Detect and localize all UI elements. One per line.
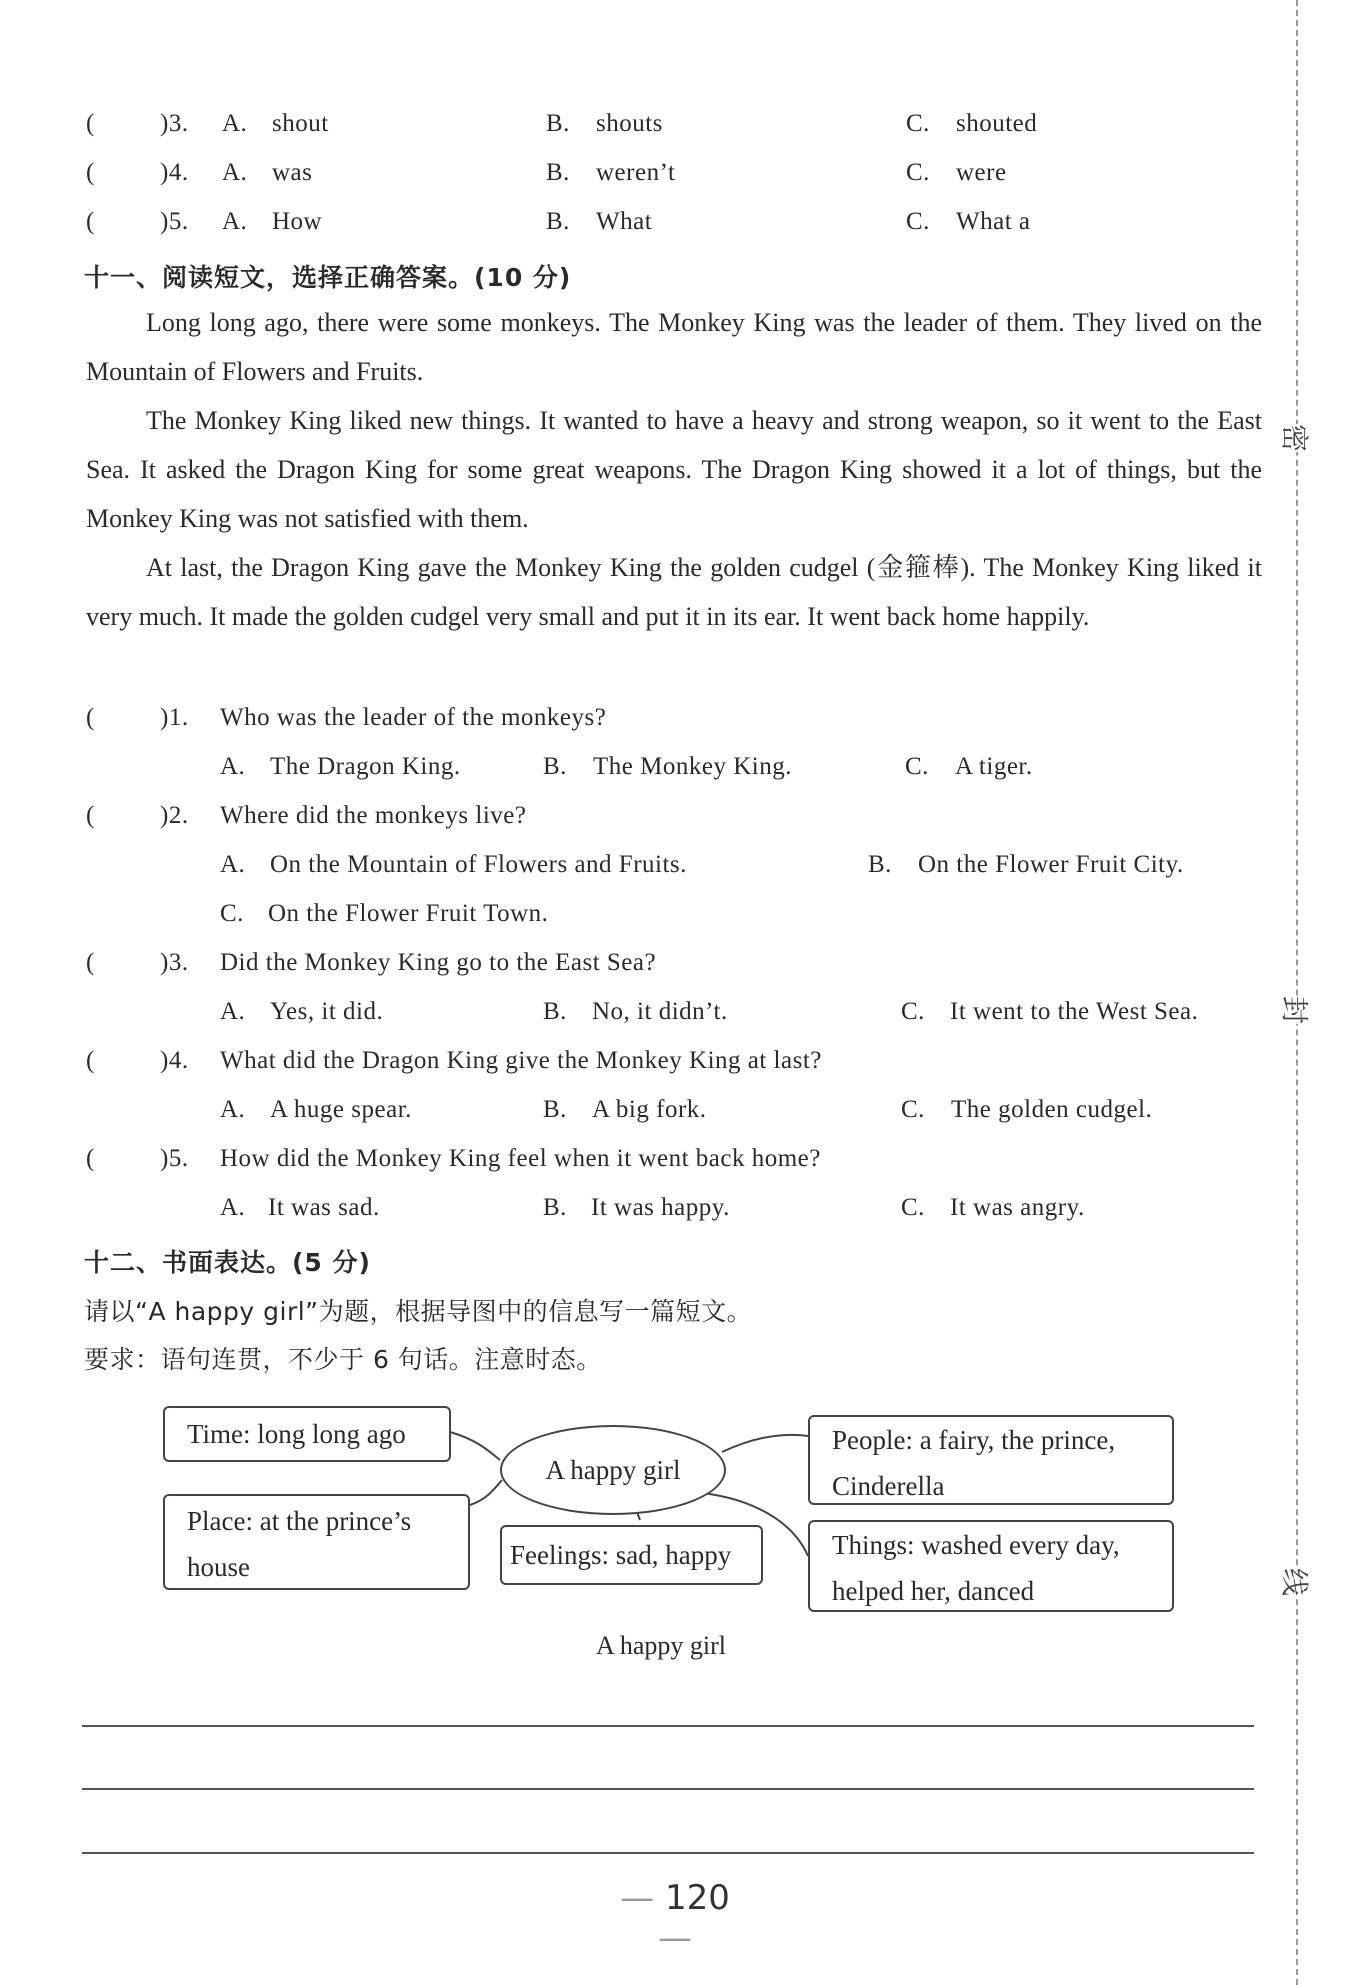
question-text: Who was the leader of the monkeys?: [220, 704, 607, 731]
passage-paragraph: The Monkey King liked new things. It wanted to have a heavy and strong weapon, so it went to the East Sea. It asked the Dragon King for some great weapons. The Dragon King showed it a lot of things, but the Monkey King was not satisfied with them.: [86, 406, 1262, 533]
option-text: It went to the West Sea.: [950, 998, 1199, 1025]
answer-paren: (: [86, 1047, 95, 1074]
mindmap-center: A happy girl: [545, 1454, 681, 1485]
option-text: On the Flower Fruit Town.: [268, 900, 549, 927]
option-text: was: [272, 159, 313, 186]
mindmap-place-box: [163, 1494, 470, 1590]
answer-paren: (: [86, 1145, 95, 1172]
option-text: How: [272, 208, 323, 235]
option-text: Yes, it did.: [270, 998, 384, 1025]
option-text: shouts: [596, 110, 663, 137]
option-letter: C.: [901, 998, 925, 1025]
option-letter: B.: [543, 1096, 567, 1123]
mindmap-time-box: [163, 1406, 451, 1462]
question-number: )1.: [160, 704, 189, 731]
option-letter: C.: [901, 1096, 925, 1123]
option-letter: A.: [222, 110, 248, 137]
option-text: shout: [272, 110, 329, 137]
seal-mark-feng: 封: [1270, 996, 1322, 1024]
mindmap-things-line1: Things: washed every day,: [832, 1530, 1120, 1560]
option-text: On the Flower Fruit City.: [918, 851, 1184, 878]
mindmap-people-line2: Cinderella: [832, 1471, 945, 1501]
option-text: The golden cudgel.: [951, 1096, 1153, 1123]
question-number: )5.: [160, 1145, 189, 1172]
option-letter: A.: [222, 159, 248, 186]
mindmap-time: Time: long long ago: [187, 1419, 406, 1449]
option-letter: B.: [546, 208, 570, 235]
answer-paren: (: [86, 159, 95, 186]
option-text: A tiger.: [955, 753, 1033, 780]
option-letter: B.: [546, 110, 570, 137]
option-text: It was angry.: [950, 1194, 1085, 1221]
option-text: On the Mountain of Flowers and Fruits.: [270, 851, 687, 878]
answer-paren: (: [86, 704, 95, 731]
option-text: weren’t: [596, 159, 676, 186]
option-letter: A.: [220, 1096, 246, 1123]
page-number: [600, 1878, 750, 1958]
question-text: What did the Dragon King give the Monkey King at last?: [220, 1047, 822, 1074]
seal-mark-mi: 密: [1270, 424, 1322, 452]
question-text: Where did the monkeys live?: [220, 802, 527, 829]
writing-line[interactable]: [82, 1852, 1254, 1854]
answer-paren: (: [86, 949, 95, 976]
option-text: What a: [956, 208, 1031, 235]
page-number-dash-left: —: [620, 1878, 655, 1918]
option-text: What: [596, 208, 653, 235]
option-text: were: [956, 159, 1007, 186]
option-letter: C.: [220, 900, 244, 927]
section-11-title: 十一、阅读短文，选择正确答案。(10 分): [84, 263, 572, 292]
option-text: The Dragon King.: [270, 753, 461, 780]
passage-paragraph: Long long ago, there were some monkeys. The Monkey King was the leader of them. They lived on the Mountain of Flowers and Fruits.: [86, 308, 1262, 386]
option-text: A huge spear.: [270, 1096, 412, 1123]
writing-line[interactable]: [82, 1788, 1254, 1790]
mindmap-people-box: [808, 1415, 1174, 1505]
mindmap-things-line2: helped her, danced: [832, 1576, 1035, 1606]
option-letter: B.: [868, 851, 892, 878]
option-letter: A.: [220, 851, 246, 878]
option-text: It was happy.: [591, 1194, 730, 1221]
mindmap-place-line2: house: [187, 1552, 250, 1582]
option-letter: C.: [906, 208, 930, 235]
mindmap-feelings-box: [500, 1525, 763, 1585]
option-letter: C.: [906, 110, 930, 137]
writing-line[interactable]: [82, 1725, 1254, 1727]
mindmap-center-ellipse: [500, 1425, 726, 1515]
mindmap-people-line1: People: a fairy, the prince,: [832, 1425, 1116, 1455]
question-number: )2.: [160, 802, 189, 829]
mindmap-place-line1: Place: at the prince’s: [187, 1506, 412, 1536]
option-letter: B.: [543, 998, 567, 1025]
passage-paragraph: At last, the Dragon King gave the Monkey King the golden cudgel (金箍棒). The Monkey King liked it very much. It made the golden cudgel very small and put it in its ear. It went back home happily.: [86, 553, 1262, 631]
essay-title: A happy girl: [596, 1631, 726, 1660]
page-number-value: 120: [664, 1878, 730, 1918]
option-text: No, it didn’t.: [592, 998, 728, 1025]
answer-paren: (: [86, 208, 95, 235]
option-letter: C.: [906, 159, 930, 186]
mindmap-things-box: [808, 1520, 1174, 1612]
option-letter: A.: [220, 1194, 246, 1221]
question-number: )3.: [160, 110, 189, 137]
writing-instruction: 请以“A happy girl”为题，根据导图中的信息写一篇短文。: [84, 1297, 753, 1326]
option-text: A big fork.: [592, 1096, 707, 1123]
question-number: )4.: [160, 1047, 189, 1074]
option-letter: A.: [220, 753, 246, 780]
question-text: Did the Monkey King go to the East Sea?: [220, 949, 657, 976]
question-number: )3.: [160, 949, 189, 976]
option-text: It was sad.: [268, 1194, 380, 1221]
seal-dashed-line: [1296, 0, 1298, 1985]
option-letter: A.: [222, 208, 248, 235]
writing-requirement: 要求：语句连贯，不少于 6 句话。注意时态。: [84, 1345, 602, 1374]
question-text: How did the Monkey King feel when it went back home?: [220, 1145, 821, 1172]
option-letter: B.: [543, 753, 567, 780]
option-letter: C.: [905, 753, 929, 780]
question-number: )5.: [160, 208, 189, 235]
answer-paren: (: [86, 802, 95, 829]
mindmap-feelings: Feelings: sad, happy: [510, 1540, 732, 1570]
option-text: The Monkey King.: [593, 753, 792, 780]
page-number-dash-right: —: [658, 1918, 692, 1958]
option-text: shouted: [956, 110, 1038, 137]
option-letter: B.: [543, 1194, 567, 1221]
seal-mark-xian: 线: [1270, 1568, 1322, 1596]
option-letter: B.: [546, 159, 570, 186]
option-letter: A.: [220, 998, 246, 1025]
question-number: )4.: [160, 159, 189, 186]
section-12-title: 十二、书面表达。(5 分): [84, 1248, 371, 1277]
answer-paren: (: [86, 110, 95, 137]
option-letter: C.: [901, 1194, 925, 1221]
